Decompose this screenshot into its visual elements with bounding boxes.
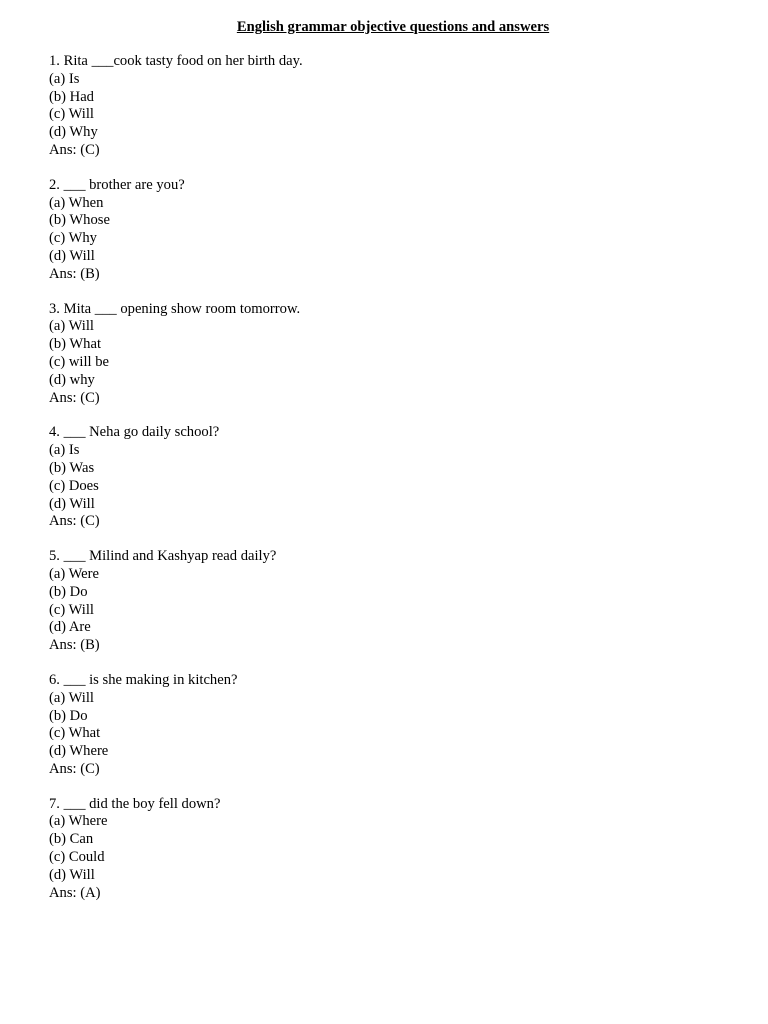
option-d: (d) Are — [49, 619, 91, 636]
question-text: 1. Rita ___cook tasty food on her birth day. — [49, 53, 303, 69]
option-c: (c) Could — [49, 849, 105, 866]
option-a: (a) Is — [49, 442, 80, 459]
option-b: (b) What — [49, 336, 102, 353]
option-c: (c) Will — [49, 601, 94, 618]
question-text: 4. ___ Neha go daily school? — [49, 424, 220, 441]
question-2 — [49, 177, 729, 284]
question-list — [49, 53, 729, 919]
option-c: (c) Why — [49, 230, 97, 247]
option-d: (d) Will — [49, 495, 95, 512]
option-a: (a) Is — [49, 70, 80, 87]
option-d: (d) Where — [49, 743, 109, 760]
answer-line: Ans: (C) — [49, 760, 100, 777]
option-b: (b) Had — [49, 88, 94, 105]
question-7 — [49, 796, 729, 903]
option-a: (a) Will — [49, 689, 94, 706]
answer-line: Ans: (B) — [49, 265, 100, 282]
question-text: 3. Mita ___ opening show room tomorrow. — [49, 300, 301, 317]
question-1 — [49, 53, 729, 160]
answer-line: Ans: (C) — [49, 141, 100, 158]
option-a: (a) Where — [49, 813, 108, 830]
question-text: 2. ___ brother are you? — [49, 176, 185, 193]
question-text: 6. ___ is she making in kitchen? — [49, 671, 238, 688]
option-b: (b) Do — [49, 583, 88, 600]
answer-line: Ans: (C) — [49, 389, 100, 406]
option-c: (c) will be — [49, 353, 109, 370]
document-title: English grammar objective questions and answers — [236, 19, 550, 35]
question-text: 5. ___ Milind and Kashyap read daily? — [49, 548, 277, 565]
option-b: (b) Whose — [49, 212, 110, 229]
answer-line: Ans: (C) — [49, 513, 100, 530]
option-a: (a) Will — [49, 318, 94, 335]
option-c: (c) Does — [49, 477, 99, 494]
option-b: (b) Was — [49, 459, 95, 476]
option-a: (a) When — [49, 194, 104, 211]
question-5 — [49, 548, 729, 655]
option-a: (a) Were — [49, 565, 100, 582]
option-b: (b) Can — [49, 831, 94, 848]
answer-line: Ans: (A) — [49, 884, 101, 901]
option-d: (d) Will — [49, 866, 95, 883]
question-3 — [49, 301, 729, 408]
option-d: (d) Will — [49, 247, 95, 264]
option-d: (d) why — [49, 371, 95, 388]
question-4 — [49, 424, 729, 531]
question-text: 7. ___ did the boy fell down? — [49, 795, 221, 812]
question-6 — [49, 672, 729, 779]
option-c: (c) What — [49, 725, 101, 742]
option-b: (b) Do — [49, 707, 88, 724]
answer-line: Ans: (B) — [49, 637, 100, 654]
option-c: (c) Will — [49, 106, 94, 123]
option-d: (d) Why — [49, 124, 98, 141]
